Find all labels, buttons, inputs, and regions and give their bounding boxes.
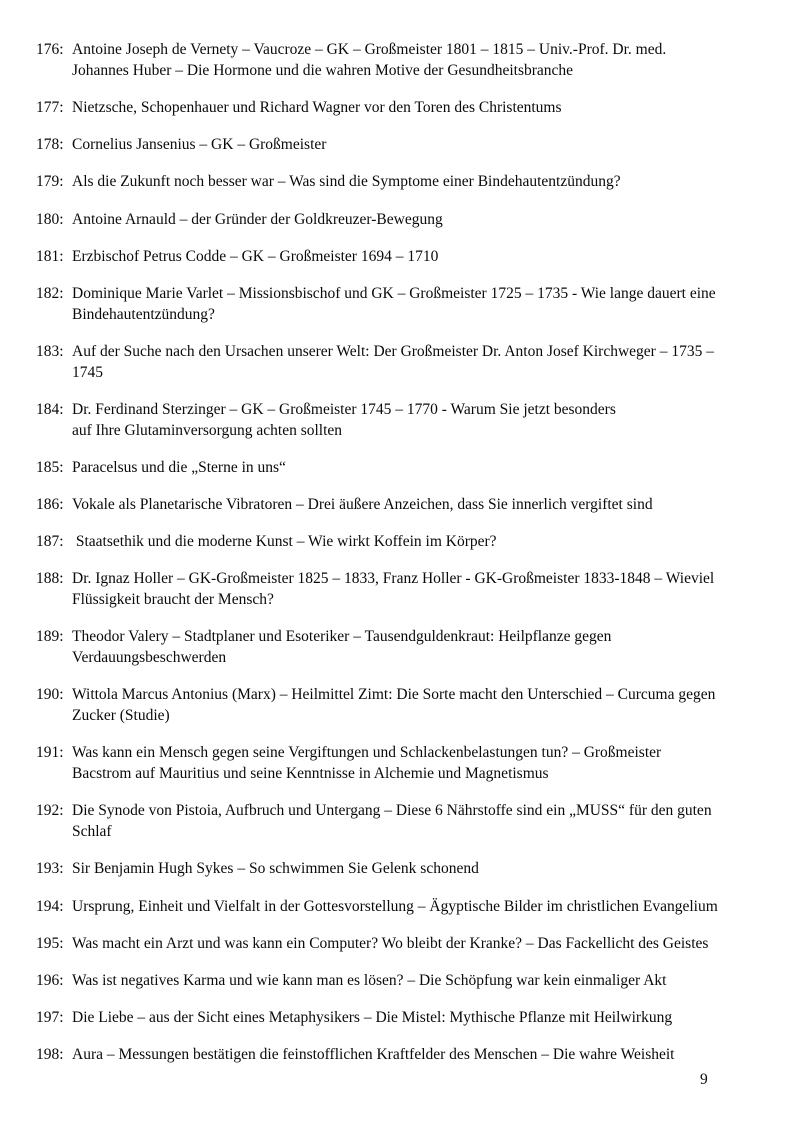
entry-number: 182:: [36, 284, 64, 302]
entry-line: Staatsethik und die moderne Kunst – Wie wirkt Koffein im Körper?: [72, 533, 497, 551]
list-entry: [36, 284, 775, 326]
entry-line: Sir Benjamin Hugh Sykes – So schwimmen Sie Gelenk schonend: [72, 860, 479, 878]
entry-number: 185:: [36, 458, 64, 476]
entry-text: [72, 897, 775, 918]
list-entry: [36, 495, 775, 516]
entry-line: Auf der Suche nach den Ursachen unserer Welt: Der Großmeister Dr. Anton Josef Kirchweger – 1735 –: [72, 342, 714, 360]
list-entry: [36, 971, 775, 992]
list-entry: [36, 40, 775, 82]
entry-text: [72, 1008, 775, 1029]
list-entry: [36, 1045, 775, 1066]
list-entry: [36, 458, 775, 479]
list-entry: [36, 135, 775, 156]
entry-number: 186:: [36, 496, 64, 514]
entry-number: 196:: [36, 971, 64, 989]
entry-text: [72, 685, 775, 727]
entry-line: Antoine Joseph de Vernety – Vaucroze – GK – Großmeister 1801 – 1815 – Univ.-Prof. Dr. med.: [72, 41, 667, 58]
list-entry: [36, 400, 775, 442]
entry-text: [72, 569, 775, 611]
list-entry: [36, 897, 775, 918]
entry-line: Vokale als Planetarische Vibratoren – Drei äußere Anzeichen, dass Sie innerlich vergiftet sind: [72, 496, 653, 514]
entry-number: 194:: [36, 897, 64, 915]
entry-number: 189:: [36, 628, 64, 646]
entry-text: [72, 971, 775, 992]
entry-text: [72, 400, 775, 442]
list-entry: [36, 569, 775, 611]
entry-text: [72, 284, 775, 326]
entry-line: Als die Zukunft noch besser war – Was sind die Symptome einer Bindehautentzündung?: [72, 173, 621, 191]
entry-line: Cornelius Jansenius – GK – Großmeister: [72, 136, 327, 154]
entry-number: 198:: [36, 1046, 64, 1064]
list-entry: [36, 801, 775, 843]
entry-text: [72, 743, 775, 785]
list-entry: [36, 859, 775, 880]
entry-number: 184:: [36, 400, 64, 418]
entry-line: Ursprung, Einheit und Vielfalt in der Gottesvorstellung – Ägyptische Bilder im christlichen Evangelium: [72, 897, 718, 915]
entry-line: Aura – Messungen bestätigen die feinstofflichen Kraftfelder des Menschen – Die wahre Weisheit: [72, 1046, 675, 1064]
entry-text: [72, 801, 775, 843]
entry-line: Nietzsche, Schopenhauer und Richard Wagner vor den Toren des Christentums: [72, 98, 562, 116]
entry-text: [72, 458, 775, 479]
list-entry: [36, 743, 775, 785]
entry-line: Was ist negatives Karma und wie kann man es lösen? – Die Schöpfung war kein einmaliger Akt: [72, 971, 667, 989]
entry-line: Paracelsus und die „Sterne in uns“: [72, 458, 286, 476]
entry-number: 181:: [36, 247, 64, 265]
entry-text: [72, 1045, 775, 1066]
list-entry: [36, 532, 775, 553]
list-entry: [36, 934, 775, 955]
list-entry: [36, 210, 775, 231]
entry-number: 178:: [36, 136, 64, 154]
page-number: 9: [700, 1071, 708, 1088]
entry-number: 180:: [36, 210, 64, 228]
entry-line: Johannes Huber – Die Hormone und die wahren Motive der Gesundheitsbranche: [72, 61, 574, 79]
list-entry: [36, 627, 775, 669]
entry-line: Was macht ein Arzt und was kann ein Computer? Wo bleibt der Kranke? – Das Fackellicht des Geistes: [72, 934, 709, 952]
entry-text: [72, 532, 775, 553]
entry-text: [72, 627, 775, 669]
entry-line: Bacstrom auf Mauritius und seine Kenntnisse in Alchemie und Magnetismus: [72, 765, 549, 783]
entry-line: Antoine Arnauld – der Gründer der Goldkreuzer-Bewegung: [72, 210, 443, 228]
entry-line: Flüssigkeit braucht der Mensch?: [72, 591, 274, 609]
entry-number: 176:: [36, 41, 64, 58]
entry-line: Dr. Ferdinand Sterzinger – GK – Großmeister 1745 – 1770 - Warum Sie jetzt besonders: [72, 400, 616, 418]
list-entry: [36, 172, 775, 193]
entry-line: Verdauungsbeschwerden: [72, 649, 227, 667]
entry-number: 177:: [36, 98, 64, 116]
entry-number: 192:: [36, 802, 64, 820]
entry-number: 195:: [36, 934, 64, 952]
entry-text: [72, 210, 775, 231]
entry-number: 190:: [36, 686, 64, 704]
entry-text: [72, 859, 775, 880]
entry-line: Dominique Marie Varlet – Missionsbischof und GK – Großmeister 1725 – 1735 - Wie lange dauert eine: [72, 284, 716, 302]
entry-text: [72, 342, 775, 384]
entry-line: Dr. Ignaz Holler – GK-Großmeister 1825 – 1833, Franz Holler - GK-Großmeister 1833-1848 – Wieviel: [72, 570, 715, 588]
entry-number: 197:: [36, 1009, 64, 1027]
entry-line: Erzbischof Petrus Codde – GK – Großmeister 1694 – 1710: [72, 247, 439, 265]
entry-number: 187:: [36, 533, 64, 551]
entry-number: 188:: [36, 570, 64, 588]
list-entry: [36, 342, 775, 384]
entry-text: [72, 247, 775, 268]
entry-text: [72, 934, 775, 955]
entry-line: Die Liebe – aus der Sicht eines Metaphysikers – Die Mistel: Mythische Pflanze mit Heilwirkung: [72, 1009, 673, 1027]
entry-line: Theodor Valery – Stadtplaner und Esoteriker – Tausendguldenkraut: Heilpflanze gegen: [72, 628, 612, 646]
entry-number: 191:: [36, 744, 64, 762]
entry-text: [72, 135, 775, 156]
entry-text: [72, 98, 775, 119]
entry-text: [72, 40, 775, 82]
entry-line: Was kann ein Mensch gegen seine Vergiftungen und Schlackenbelastungen tun? – Großmeister: [72, 744, 662, 762]
entry-line: 1745: [72, 363, 103, 381]
entry-line: Wittola Marcus Antonius (Marx) – Heilmittel Zimt: Die Sorte macht den Unterschied – Curcuma gegen: [72, 686, 716, 704]
entry-line: auf Ihre Glutaminversorgung achten sollten: [72, 421, 343, 439]
list-entry: [36, 247, 775, 268]
entry-line: Bindehautentzündung?: [72, 305, 215, 323]
entry-line: Zucker (Studie): [72, 707, 170, 725]
entry-number: 183:: [36, 342, 64, 360]
entry-text: [72, 495, 775, 516]
list-entry: [36, 98, 775, 119]
list-entry: [36, 685, 775, 727]
entry-text: [72, 172, 775, 193]
entry-number: 179:: [36, 173, 64, 191]
list-entry: [36, 1008, 775, 1029]
entry-number: 193:: [36, 860, 64, 878]
entry-line: Die Synode von Pistoia, Aufbruch und Untergang – Diese 6 Nährstoffe sind ein „MUSS“ für den guten: [72, 802, 712, 820]
entry-line: Schlaf: [72, 823, 112, 841]
